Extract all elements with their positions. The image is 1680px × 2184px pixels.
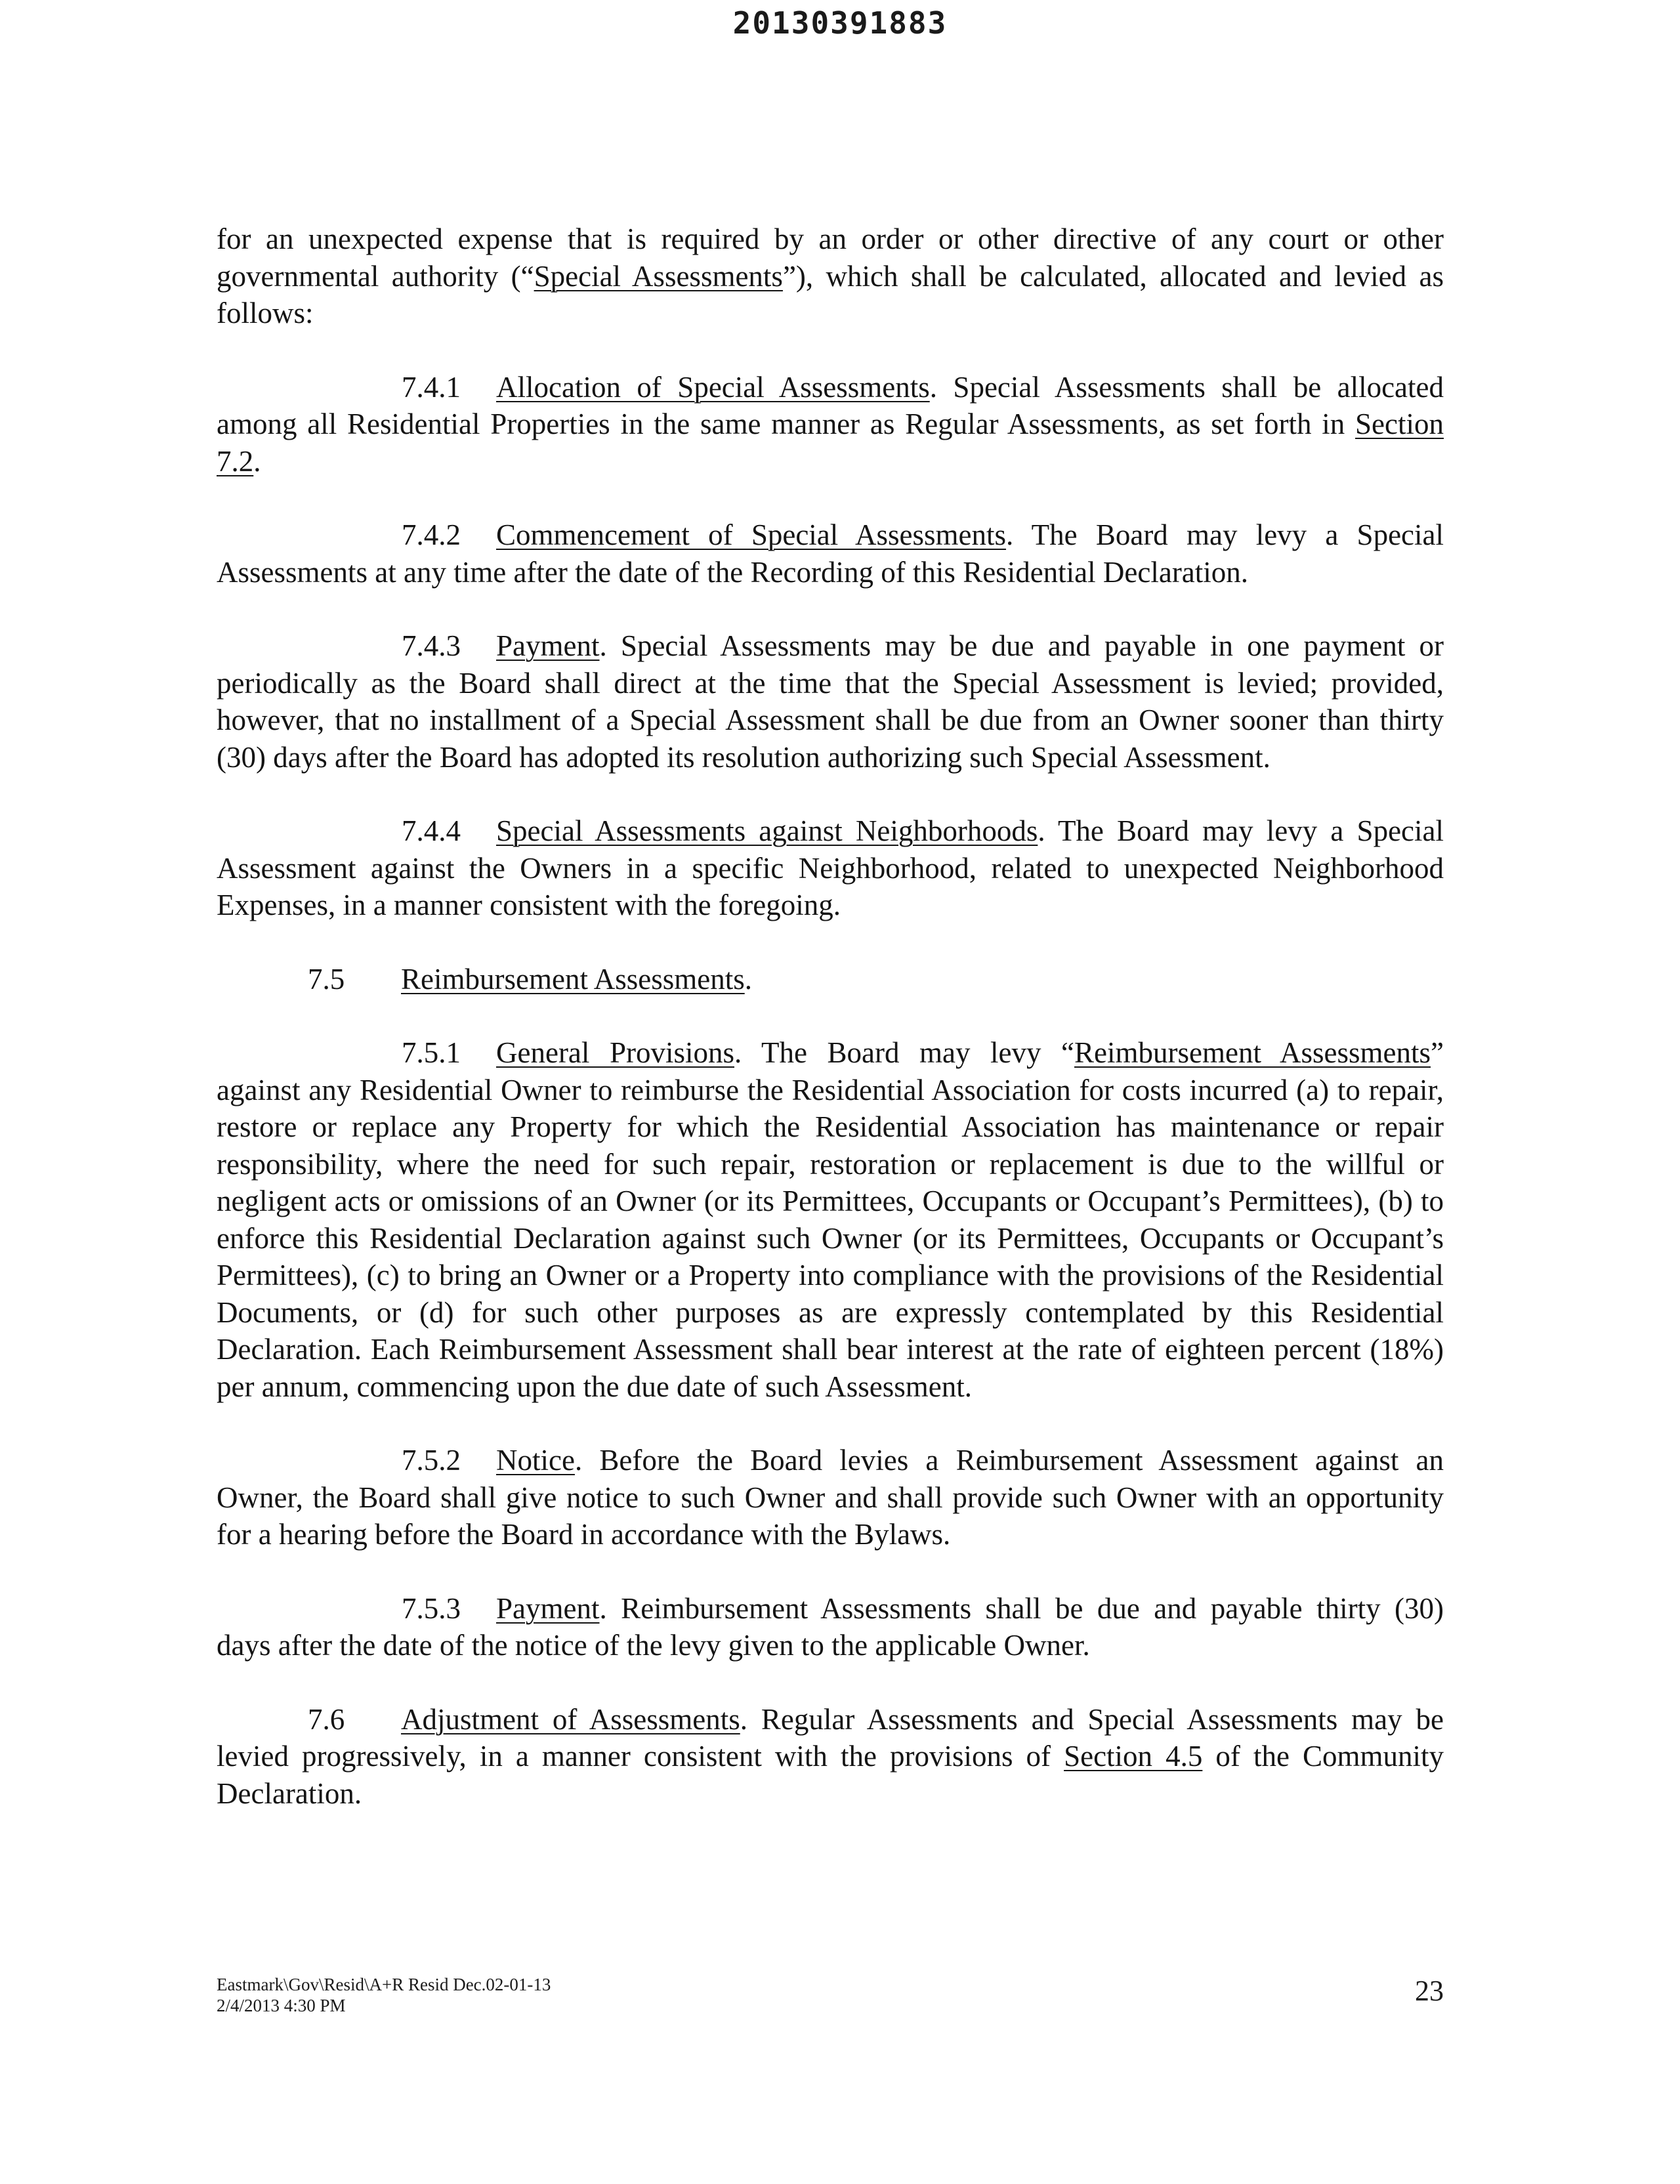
section-text-end: ” against any Residential Owner to reimburse the Residential Association for costs incurred (a) to repair, restore or replace any Property for which the Residential Association has maintenance or repair responsibility, where the need for such repair, restoration or replacement is due to the willful or negligent acts or omissions of an Owner (or its Permittees, Occupants or Occupant’s Permittees), (b) to enforce this Residential Declaration against such Owner (or its Permittees, Occupants or Occupant’s Permittees), (c) to bring an Owner or a Property into compliance with the provisions of the Residential Documents, or (d) for such other purposes as are expressly contemplated by this Residential Declaration. Each Reimbursement Assessment shall bear interest at the rate of eighteen percent (18%) per annum, commencing upon the due date of such Assessment.	[217, 1036, 1444, 1403]
intro-paragraph	[217, 220, 1444, 332]
section-7-2-link[interactable]: Section 7.2	[217, 408, 1444, 478]
section-title: Commencement of Special Assessments	[496, 518, 1007, 551]
intro-text: for an unexpected expense that is required by an order or other directive of any court or other governmental authority (“	[217, 222, 1444, 293]
section-title: General Provisions	[496, 1036, 734, 1069]
section-title: Reimbursement Assessments	[401, 962, 745, 996]
section-text: . Special Assessments may be due and payable in one payment or periodically as the Board shall direct at the time that the Special Assessment is levied; provided, however, that no installment of a Special Assessment shall be due from an Owner sooner than thirty (30) days after the Board has adopted its resolution authorizing such Special Assessment.	[217, 629, 1444, 774]
section-text: . Special Assessments shall be allocated among all Residential Properties in the same manner as Regular Assessments, as set forth in	[217, 370, 1444, 440]
section-text: . Regular Assessments and Special Assessments may be levied progressively, in a manner consistent with the provisions of	[217, 1702, 1444, 1773]
section-number: 7.4.4	[402, 814, 461, 847]
section-number: 7.6	[308, 1702, 345, 1736]
section-text: . The Board may levy “	[734, 1036, 1075, 1069]
section-number: 7.4.3	[402, 629, 461, 662]
section-number: 7.4.2	[402, 518, 461, 551]
section-title: Notice	[496, 1444, 575, 1477]
section-7-4-1	[217, 369, 1444, 480]
section-7-4-3	[217, 627, 1444, 776]
footer-info	[217, 1974, 551, 2016]
section-number: 7.5	[308, 962, 345, 996]
section-title: Special Assessments against Neighborhoods	[496, 814, 1038, 847]
section-7-5-1	[217, 1034, 1444, 1405]
defined-term-special-assessments: Special Assessments	[534, 259, 783, 293]
section-number: 7.4.1	[402, 370, 461, 404]
document-number: 20130391883	[732, 5, 948, 41]
section-title: Payment	[496, 629, 600, 662]
section-text-end: .	[744, 962, 752, 996]
document-body	[217, 220, 1444, 1849]
section-title: Payment	[496, 1591, 600, 1625]
section-7-5	[217, 961, 1444, 998]
section-text: . Before the Board levies a Reimbursement Assessment against an Owner, the Board shall give notice to such Owner and shall provide such Owner with an opportunity for a hearing before the Board in accordance with the Bylaws.	[217, 1444, 1444, 1551]
section-text: . The Board may levy a Special Assessments at any time after the date of the Recording of this Residential Declaration.	[217, 518, 1444, 589]
page-number: 23	[1415, 1975, 1444, 2007]
intro-text-end: ”), which shall be calculated, allocated and levied as follows:	[217, 259, 1444, 329]
section-title: Adjustment of Assessments	[401, 1702, 740, 1736]
section-4-5-link[interactable]: Section 4.5	[1064, 1740, 1203, 1773]
section-number: 7.5.2	[402, 1444, 461, 1477]
section-text: . Reimbursement Assessments shall be due and payable thirty (30) days after the date of the notice of the levy given to the applicable Owner.	[217, 1591, 1444, 1662]
section-number: 7.5.1	[402, 1036, 461, 1069]
section-text-end: of the Community Declaration.	[217, 1740, 1444, 1810]
section-number: 7.5.3	[402, 1591, 461, 1625]
footer-timestamp: 2/4/2013 4:30 PM	[217, 1996, 346, 2015]
section-7-6	[217, 1701, 1444, 1813]
section-text: . The Board may levy a Special Assessment against the Owners in a specific Neighborhood, related to unexpected Neighborhood Expenses, in a manner consistent with the foregoing.	[217, 814, 1444, 921]
section-7-4-4	[217, 812, 1444, 924]
defined-term-reimbursement-assessments: Reimbursement Assessments	[1074, 1036, 1431, 1069]
section-text-end: .	[253, 444, 261, 478]
section-title: Allocation of Special Assessments	[496, 370, 930, 404]
section-7-4-2	[217, 516, 1444, 591]
section-7-5-2	[217, 1442, 1444, 1553]
section-7-5-3	[217, 1590, 1444, 1664]
footer-file-path: Eastmark\Gov\Resid\A+R Resid Dec.02-01-13	[217, 1975, 551, 1994]
